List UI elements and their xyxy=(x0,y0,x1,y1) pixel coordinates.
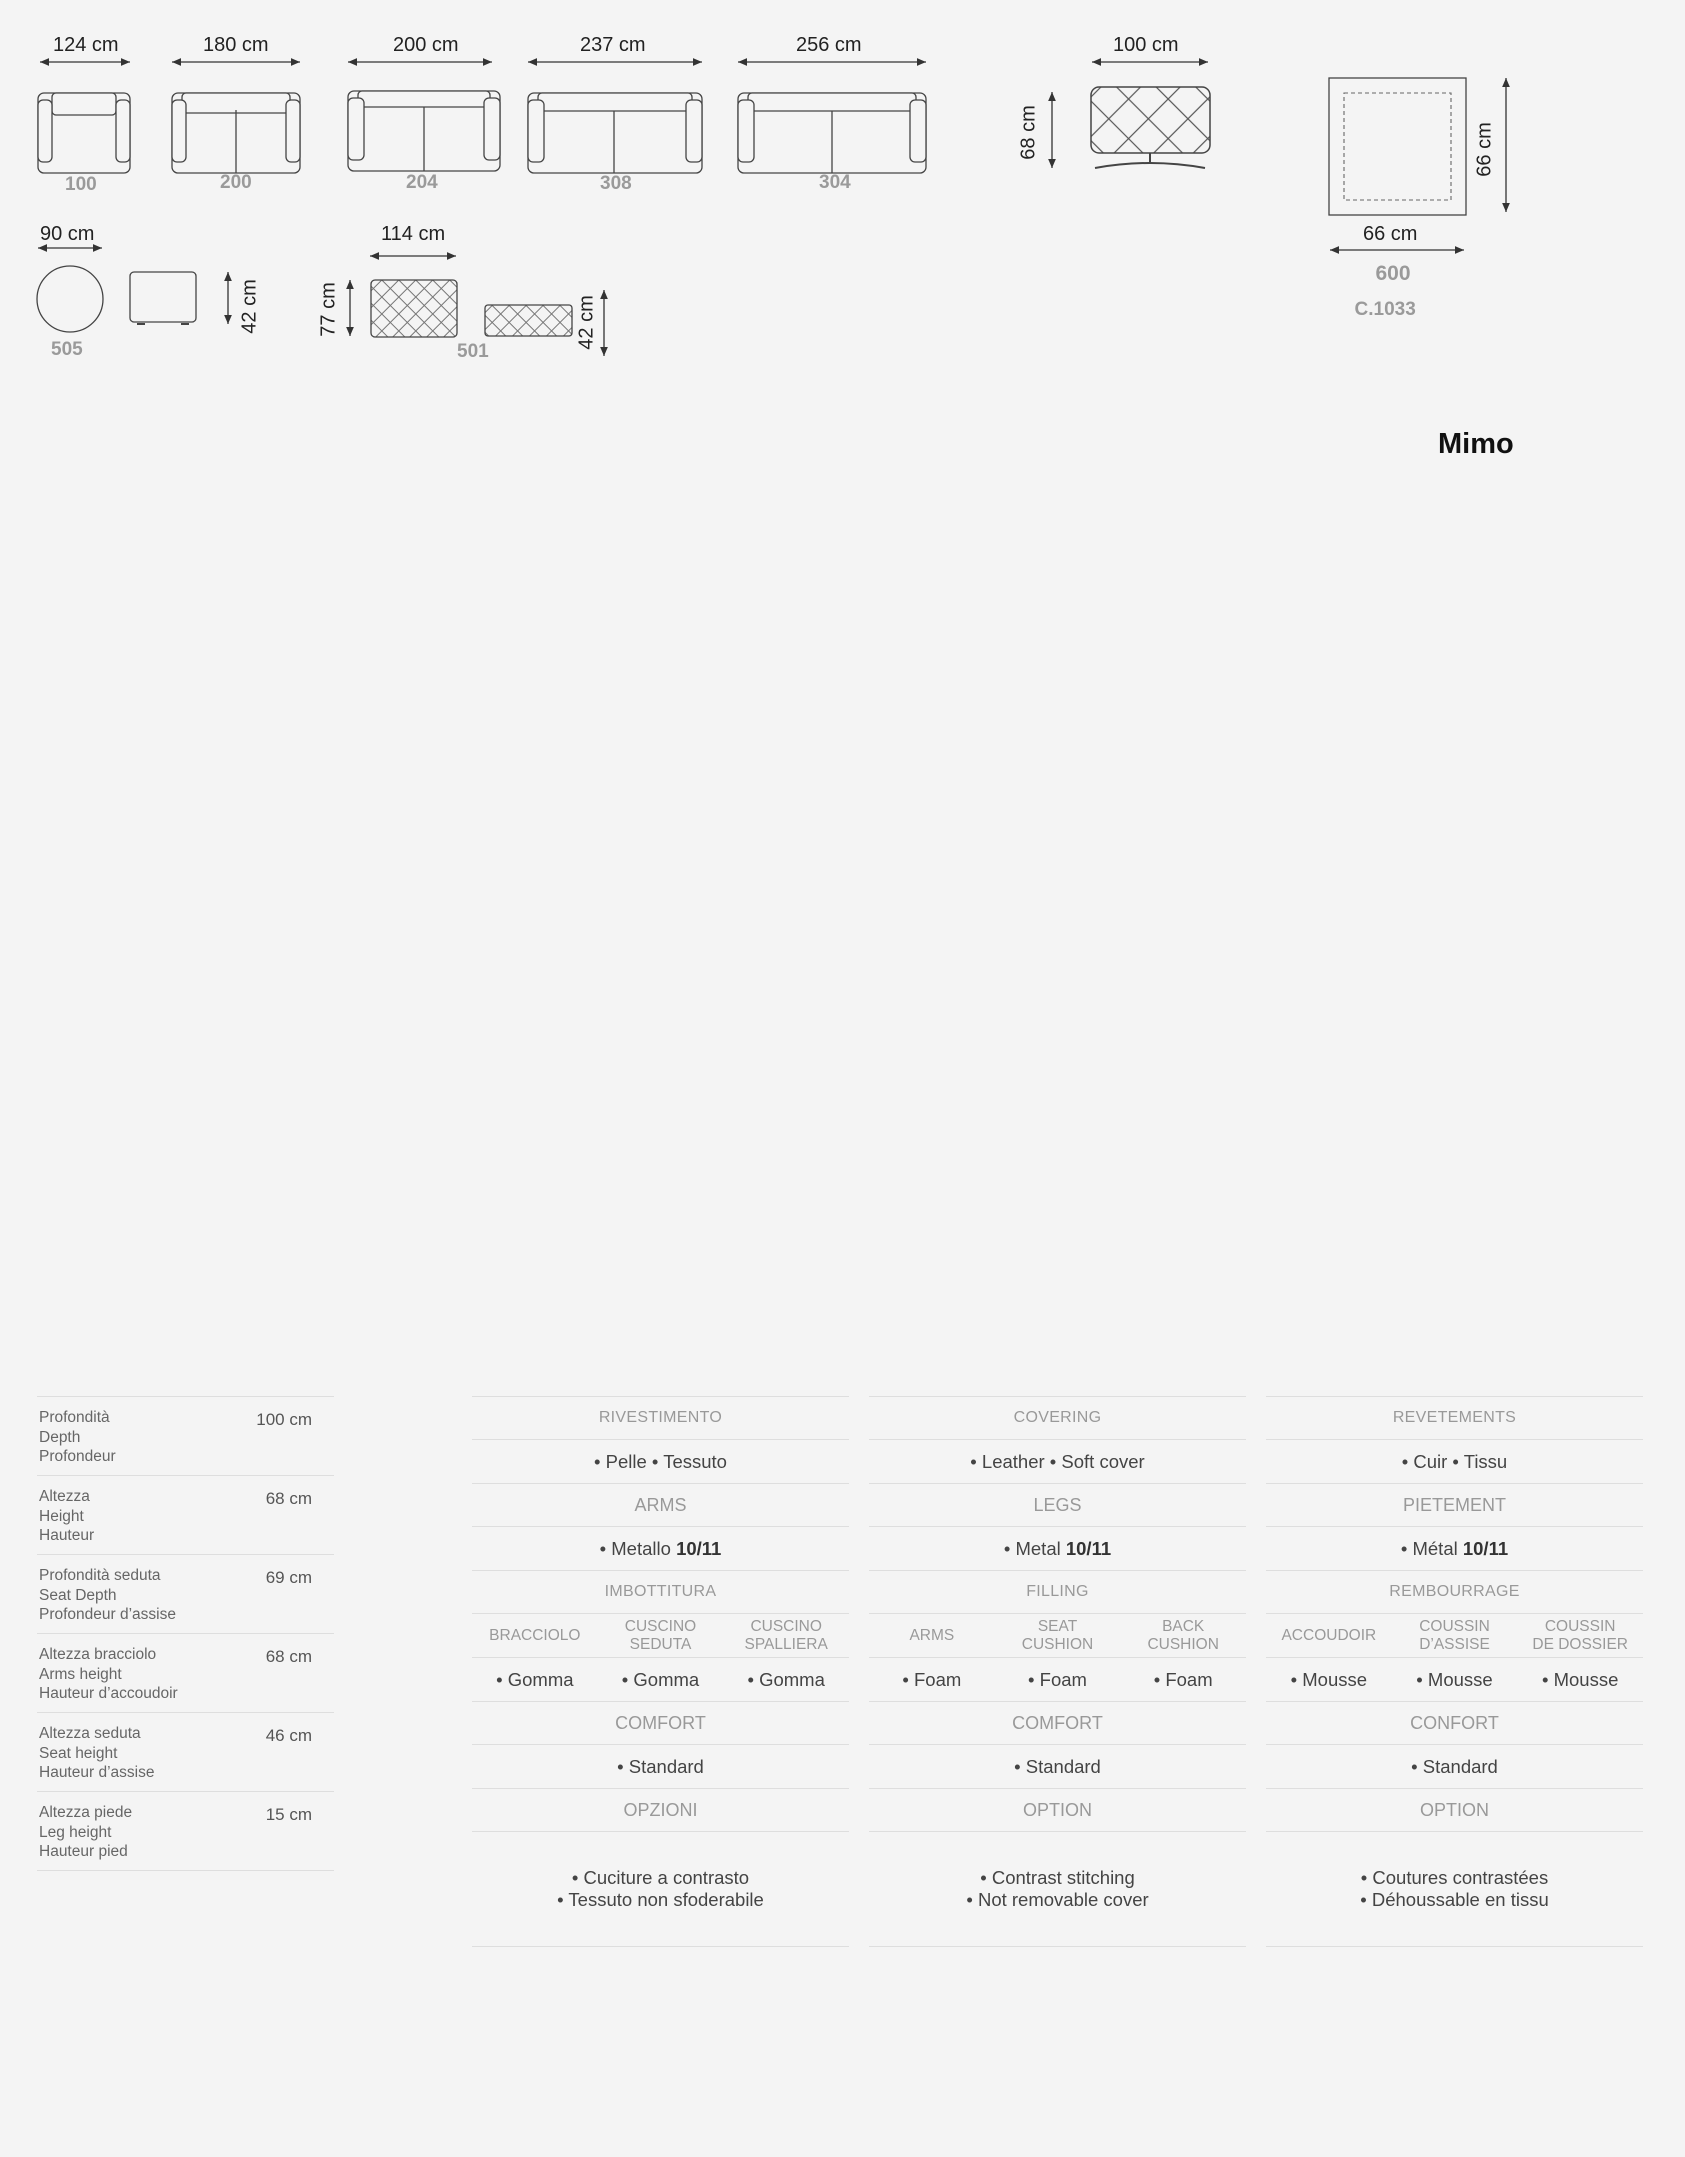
sofa-100-drawing xyxy=(38,93,130,173)
covering-value: • Pelle • Tessuto xyxy=(472,1439,849,1483)
filling-subheading: ACCOUDOIR xyxy=(1281,1626,1377,1644)
legs-heading: LEGS xyxy=(869,1483,1246,1526)
pouf-501-width-label: 114 cm xyxy=(381,223,446,245)
pouf-505-width-label: 90 cm xyxy=(40,223,95,245)
filling-value: • Gomma xyxy=(747,1669,825,1690)
spec-label: Hauteur d’assise xyxy=(39,1764,155,1781)
technical-drawings xyxy=(0,0,1685,400)
pouf-505-height-label: 42 cm xyxy=(238,279,261,334)
spec-row xyxy=(37,1712,334,1791)
option-heading: OPTION xyxy=(869,1788,1246,1831)
filling-subheading: BRACCIOLO xyxy=(489,1626,581,1644)
comfort-heading: CONFORT xyxy=(1266,1701,1643,1744)
legs-finish-code: 10/11 xyxy=(676,1538,722,1559)
filling-subheading: COUSSIN DE DOSSIER xyxy=(1532,1617,1628,1653)
feature-column xyxy=(472,1396,849,1947)
table-depth-label: 66 cm xyxy=(1473,122,1496,177)
spec-label: Arms height xyxy=(39,1665,122,1683)
code-label: 204 xyxy=(406,172,438,193)
table-width-label: 66 cm xyxy=(1363,223,1418,245)
legs-value xyxy=(472,1526,849,1570)
spec-label: Seat height xyxy=(39,1744,118,1762)
spec-label: Profondità xyxy=(39,1409,110,1426)
filling-subheadings xyxy=(1266,1613,1643,1657)
option-item: • Tessuto non sfoderabile xyxy=(557,1889,764,1910)
covering-value: • Cuir • Tissu xyxy=(1266,1439,1643,1483)
sofa-200-drawing xyxy=(172,93,300,173)
code-label: 304 xyxy=(819,172,851,193)
armchair-height-label: 68 cm xyxy=(1017,105,1040,160)
option-heading: OPZIONI xyxy=(472,1788,849,1831)
sofa-width-label: 200 cm xyxy=(393,34,459,56)
filling-subheading: SEAT CUSHION xyxy=(1021,1617,1094,1653)
spec-row xyxy=(37,1554,334,1633)
filling-subheadings xyxy=(869,1613,1246,1657)
comfort-heading: COMFORT xyxy=(869,1701,1246,1744)
pouf-505-drawing xyxy=(37,266,196,332)
spec-label: Altezza piede xyxy=(39,1804,133,1821)
spec-value: 69 cm xyxy=(265,1568,312,1587)
filling-subheading: ARMS xyxy=(909,1626,955,1644)
code-label: 505 xyxy=(51,339,83,360)
covering-value: • Leather • Soft cover xyxy=(869,1439,1246,1483)
spec-value: 100 cm xyxy=(256,1410,312,1429)
comfort-value: • Standard xyxy=(869,1744,1246,1788)
feature-column xyxy=(1266,1396,1643,1947)
spec-labels xyxy=(39,1487,94,1546)
spec-label: Leg height xyxy=(39,1823,112,1841)
filling-values xyxy=(1266,1657,1643,1701)
filling-values xyxy=(472,1657,849,1701)
sofa-width-label: 256 cm xyxy=(796,34,862,56)
spec-labels xyxy=(39,1803,132,1862)
table-600-drawing xyxy=(1329,78,1466,215)
filling-value: • Foam xyxy=(1153,1669,1213,1690)
sofa-204-drawing xyxy=(348,91,500,171)
options-list xyxy=(472,1831,849,1947)
spec-label: Hauteur xyxy=(39,1527,95,1544)
code-label: 308 xyxy=(600,173,632,194)
armchair-drawing xyxy=(1091,87,1210,168)
legs-heading: PIETEMENT xyxy=(1266,1483,1643,1526)
spec-labels xyxy=(39,1724,154,1783)
filling-subheading: CUSCINO SPALLIERA xyxy=(744,1617,828,1653)
option-heading: OPTION xyxy=(1266,1788,1643,1831)
spec-labels xyxy=(39,1408,116,1467)
legs-heading: ARMS xyxy=(472,1483,849,1526)
filling-value: • Mousse xyxy=(1541,1669,1619,1690)
spec-row xyxy=(37,1396,334,1475)
filling-value: • Foam xyxy=(902,1669,962,1690)
pouf-501-drawing xyxy=(371,280,572,337)
filling-heading: FILLING xyxy=(869,1570,1246,1613)
filling-value: • Mousse xyxy=(1416,1669,1493,1690)
code-label: 200 xyxy=(220,172,252,193)
filling-subheading: BACK CUSHION xyxy=(1147,1617,1219,1653)
spec-value: 15 cm xyxy=(265,1805,312,1824)
filling-value: • Gomma xyxy=(621,1669,700,1690)
comfort-value: • Standard xyxy=(1266,1744,1643,1788)
option-item: • Not removable cover xyxy=(966,1889,1149,1910)
spec-label: Altezza bracciolo xyxy=(39,1646,157,1663)
spec-label: Hauteur d’accoudoir xyxy=(39,1685,178,1702)
filling-heading: REMBOURRAGE xyxy=(1266,1570,1643,1613)
sofa-304-drawing xyxy=(738,93,926,173)
sofa-width-label: 237 cm xyxy=(580,34,646,56)
filling-value: • Foam xyxy=(1028,1669,1087,1690)
legs-value xyxy=(869,1526,1246,1570)
filling-subheadings xyxy=(472,1613,849,1657)
comfort-heading: COMFORT xyxy=(472,1701,849,1744)
legs-finish-code: 10/11 xyxy=(1462,1538,1509,1559)
pouf-501-seat-height-label: 42 cm xyxy=(575,295,598,350)
spec-label: Profondità seduta xyxy=(39,1567,161,1584)
legs-material: • Metal xyxy=(1003,1538,1061,1559)
spec-labels xyxy=(39,1566,176,1625)
spec-label: Altezza seduta xyxy=(39,1725,141,1742)
legs-finish-code: 10/11 xyxy=(1065,1538,1112,1559)
product-title: Mimo xyxy=(1438,428,1514,460)
filling-value: • Mousse xyxy=(1290,1669,1368,1690)
spec-row xyxy=(37,1633,334,1712)
code-label: 100 xyxy=(65,174,97,195)
covering-heading: RIVESTIMENTO xyxy=(472,1396,849,1439)
spec-label: Height xyxy=(39,1507,84,1525)
sofa-308-drawing xyxy=(528,93,702,173)
covering-heading: REVETEMENTS xyxy=(1266,1396,1643,1439)
filling-value: • Gomma xyxy=(496,1669,574,1690)
options-list xyxy=(869,1831,1246,1947)
legs-material: • Métal xyxy=(1400,1538,1458,1559)
option-item: • Coutures contrastées xyxy=(1360,1867,1549,1888)
spec-label: Profondeur xyxy=(39,1448,116,1465)
spec-row xyxy=(37,1791,334,1871)
spec-label: Hauteur pied xyxy=(39,1843,128,1860)
spec-value: 46 cm xyxy=(265,1726,312,1745)
spec-row xyxy=(37,1475,334,1554)
legs-value xyxy=(1266,1526,1643,1570)
pouf-501-back-height-label: 77 cm xyxy=(317,282,340,337)
feature-column xyxy=(869,1396,1246,1947)
sofa-width-label: 180 cm xyxy=(203,34,269,56)
code-label: 501 xyxy=(457,341,489,362)
legs-material: • Metallo xyxy=(599,1538,671,1559)
filling-subheading: CUSCINO SEDUTA xyxy=(624,1617,697,1653)
dimensions-table xyxy=(37,1396,334,1871)
sofa-width-label: 124 cm xyxy=(53,34,119,56)
option-item: • Cuciture a contrasto xyxy=(571,1867,750,1888)
spec-label: Depth xyxy=(39,1428,81,1446)
options-list xyxy=(1266,1831,1643,1947)
spec-value: 68 cm xyxy=(265,1647,312,1666)
spec-value: 68 cm xyxy=(265,1489,312,1508)
spec-label: Profondeur d’assise xyxy=(39,1606,176,1623)
code-label: C.1033 xyxy=(1354,299,1416,320)
comfort-value: • Standard xyxy=(472,1744,849,1788)
spec-label: Altezza xyxy=(39,1488,90,1505)
spec-labels xyxy=(39,1645,178,1704)
armchair-width-label: 100 cm xyxy=(1113,34,1179,56)
filling-subheading: COUSSIN D’ASSISE xyxy=(1419,1617,1490,1653)
option-item: • Déhoussable en tissu xyxy=(1360,1889,1549,1910)
filling-heading: IMBOTTITURA xyxy=(472,1570,849,1613)
spec-label: Seat Depth xyxy=(39,1586,117,1604)
code-label: 600 xyxy=(1375,262,1411,285)
covering-heading: COVERING xyxy=(869,1396,1246,1439)
filling-values xyxy=(869,1657,1246,1701)
option-item: • Contrast stitching xyxy=(980,1867,1135,1888)
